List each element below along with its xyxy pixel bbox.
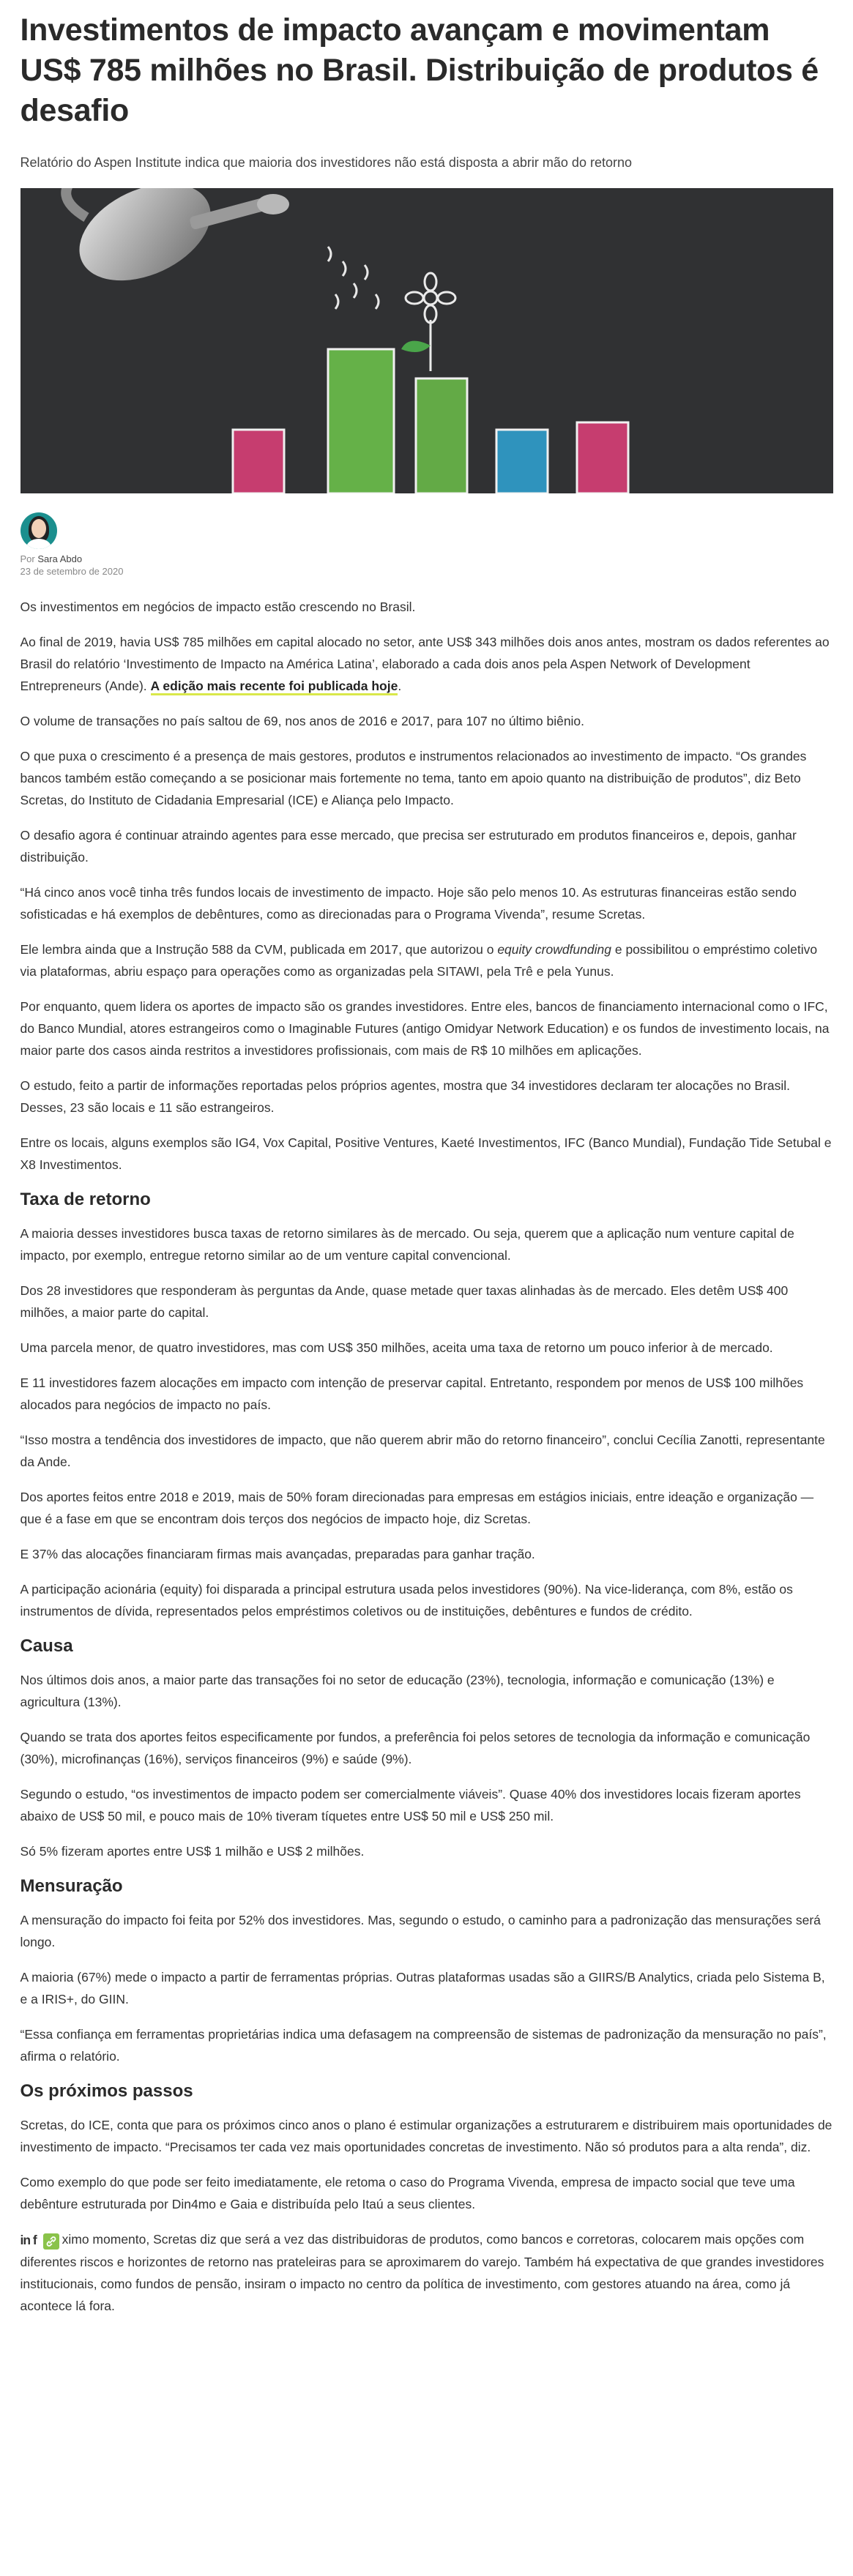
section-heading: Taxa de retorno — [20, 1190, 151, 1209]
paragraph: Dos 28 investidores que responderam às perguntas da Ande, quase metade quer taxas alinhadas às de mercado. Eles detêm US$ 400 milhões, a maior parte do capital. — [20, 1283, 789, 1320]
paragraph: Nos últimos dois anos, a maior parte das transações foi no setor de educação (23%), tecnologia, informação e comunicação (13%) e agricultura (13%). — [20, 1673, 775, 1709]
paragraph: A mensuração do impacto foi feita por 52% dos investidores. Mas, segundo o estudo, o caminho para a padronização das mensurações será longo. — [20, 1913, 821, 1949]
report-link[interactable]: A edição mais recente foi publicada hoje — [151, 679, 398, 695]
paragraph: Os investimentos em negócios de impacto estão crescendo no Brasil. — [20, 600, 416, 614]
paragraph: Segundo o estudo, “os investimentos de impacto podem ser comercialmente viáveis”. Quase 40% dos investidores locais fizeram aportes abaixo de US$ 50 mil, e pouco mais de 10% tiveram tíquetes entre US$ 50 mil e US$ 250 mil. — [20, 1787, 801, 1823]
paragraph: E 37% das alocações financiaram firmas mais avançadas, preparadas para ganhar tração. — [20, 1547, 535, 1561]
paragraph: A maioria (67%) mede o impacto a partir de ferramentas próprias. Outras plataformas usadas são a GIIRS/B Analytics, criada pelo Sistema B, e a IRIS+, do GIIN. — [20, 1970, 825, 2006]
paragraph: Ele lembra ainda que a Instrução 588 da CVM, publicada em 2017, que autorizou o equity crowdfunding e possibilitou o empréstimo coletivo via plataformas, abriu espaço para operações como as organizadas pela SITAWI, pela Trê e pela Yunus. — [20, 942, 818, 979]
paragraph: O estudo, feito a partir de informações reportadas pelos próprios agentes, mostra que 34 investidores declaram ter alocações no Brasil. Desses, 23 são locais e 11 são estrangeiros. — [20, 1078, 791, 1115]
hero-image — [21, 188, 833, 493]
paragraph: Quando se trata dos aportes feitos especificamente por fundos, a preferência foi pelos setores de tecnologia da informação e comunicação (30%), microfinanças (16%), serviços financeiros (9%) e saúde (9%). — [20, 1730, 811, 1766]
chalkboard-illustration — [21, 188, 833, 493]
publish-date: 23 de setembro de 2020 — [20, 566, 124, 577]
share-bar — [21, 2229, 62, 2251]
paragraph: Dos aportes feitos entre 2018 e 2019, mais de 50% foram direcionadas para empresas em estágios iniciais, entre ideação e organização — que é a fase em que se encontram dois terços dos negócios de impacto hoje, diz Scretas. — [20, 1490, 814, 1526]
article-container — [21, 0, 833, 2317]
paragraph: O que puxa o crescimento é a presença de mais gestores, produtos e instrumentos relacionados ao investimento de impacto. “Os grandes bancos também estão começando a se posicionar mais fortemente no tema, tanto em apoio quanto na distribuição de produtos”, diz Beto Scretas, do Instituto de Cidadania Empresarial (ICE) e Aliança pelo Impacto. — [20, 749, 807, 807]
paragraph: O volume de transações no país saltou de 69, nos anos de 2016 e 2017, para 107 no último biênio. — [20, 714, 585, 728]
article-body — [21, 596, 833, 2317]
avatar[interactable] — [21, 512, 57, 549]
article-subtitle: Relatório do Aspen Institute indica que maioria dos investidores não está disposta a abrir mão do retorno — [20, 155, 632, 170]
paragraph: “Isso mostra a tendência dos investidores de impacto, que não querem abrir mão do retorno financeiro”, conclui Cecília Zanotti, representante da Ande. — [20, 1433, 825, 1469]
paragraph: A maioria desses investidores busca taxas de retorno similares às de mercado. Ou seja, querem que a aplicação num venture capital de impacto, por exemplo, entregue retorno similar ao de um venture capital convencional. — [20, 1226, 794, 1263]
author-byline — [21, 512, 833, 578]
share-social-icons[interactable]: in f — [20, 2233, 37, 2248]
paragraph: Uma parcela menor, de quatro investidores, mas com US$ 350 milhões, aceita uma taxa de retorno um pouco inferior à de mercado. — [20, 1340, 773, 1355]
paragraph: O desafio agora é continuar atraindo agentes para esse mercado, que precisa ser estruturado em produtos financeiros e, depois, ganhar distribuição. — [20, 828, 797, 865]
paragraph: Scretas, do ICE, conta que para os próximos cinco anos o plano é estimular organizações a estruturarem e distribuirem mais oportunidades de investimento de impacto. “Precisamos ter cada vez mais oportunidades concretas de investimento. Não só produtos para a alta renda”, diz. — [20, 2118, 832, 2154]
paragraph: Por enquanto, quem lidera os aportes de impacto são os grandes investidores. Entre eles, bancos de financiamento internacional como o IFC, do Banco Mundial, atores estrangeiros como o Imaginable Futures (antigo Omidyar Network Education) e os fundos de investimento locais, na maior parte dos casos ainda restritos a investidores profissionais, com mais de R$ 10 milhões em aplicações. — [20, 999, 830, 1058]
paragraph: Só 5% fizeram aportes entre US$ 1 milhão e US$ 2 milhões. — [20, 1844, 365, 1859]
section-heading: Causa — [20, 1636, 73, 1656]
paragraph: “Há cinco anos você tinha três fundos locais de investimento de impacto. Hoje são pelo menos 10. As estruturas financeiras estão sendo sofisticadas e há exemplos de debêntures, como as direcionadas para o Programa Vivenda”, resume Scretas. — [20, 885, 797, 922]
paragraph: Entre os locais, alguns exemplos são IG4, Vox Capital, Positive Ventures, Kaeté Investimentos, IFC (Banco Mundial), Fundação Tide Setubal e X8 Investimentos. — [20, 1135, 832, 1172]
paragraph: “Essa confiança em ferramentas proprietárias indica uma defasagem na compreensão de sistemas de padronização da mensuração no país”, afirma o relatório. — [20, 2027, 827, 2064]
author-name-link[interactable]: Sara Abdo — [37, 553, 83, 564]
section-heading: Mensuração — [20, 1876, 123, 1896]
copy-link-icon[interactable] — [43, 2233, 59, 2250]
page-title: Investimentos de impacto avançam e movimentam US$ 785 milhões no Brasil. Distribuição de produtos é desafio — [20, 12, 819, 128]
section-heading: Os próximos passos — [20, 2081, 193, 2101]
paragraph: Ao final de 2019, havia US$ 785 milhões em capital alocado no setor, ante US$ 343 milhões dois anos antes, mostram os dados referentes ao Brasil do relatório ‘Investimento de Impacto na América Latina’, elaborado a cada dois anos pela Aspen Network of Development Entrepreneurs (Ande). A edição mais recente foi publicada hoje. — [21, 631, 833, 697]
paragraph: Como exemplo do que pode ser feito imediatamente, ele retoma o caso do Programa Vivenda, empresa de impacto social que teve uma debênture estruturada por Din4mo e Gaia e distribuída pelo Itaú a seus clientes. — [20, 2175, 795, 2211]
paragraph: E 11 investidores fazem alocações em impacto com intenção de preservar capital. Entretanto, respondem por menos de US$ 100 milhões alocados para negócios de impacto no país. — [20, 1375, 804, 1412]
paragraph: A participação acionária (equity) foi disparada a principal estrutura usada pelos investidores (90%). Na vice-liderança, com 8%, estão os instrumentos de dívida, representados pelos empréstimos coletivos ou de instituições, debêntures e fundos de crédito. — [20, 1582, 793, 1619]
author-prefix: Por — [20, 553, 35, 564]
paragraph: in f ximo momento, Scretas diz que será a vez das distribuidoras de produtos, como bancos e corretoras, colocarem mais opções com diferentes riscos e horizontes de retorno nas prateleiras para se aproximarem do varejo. Também há expectativa de que grandes investidores institucionais, como fundos de pensão, insiram o impacto no centro da política de investimento, com gestores atuando na área, como já acontece lá fora. — [21, 2228, 833, 2317]
